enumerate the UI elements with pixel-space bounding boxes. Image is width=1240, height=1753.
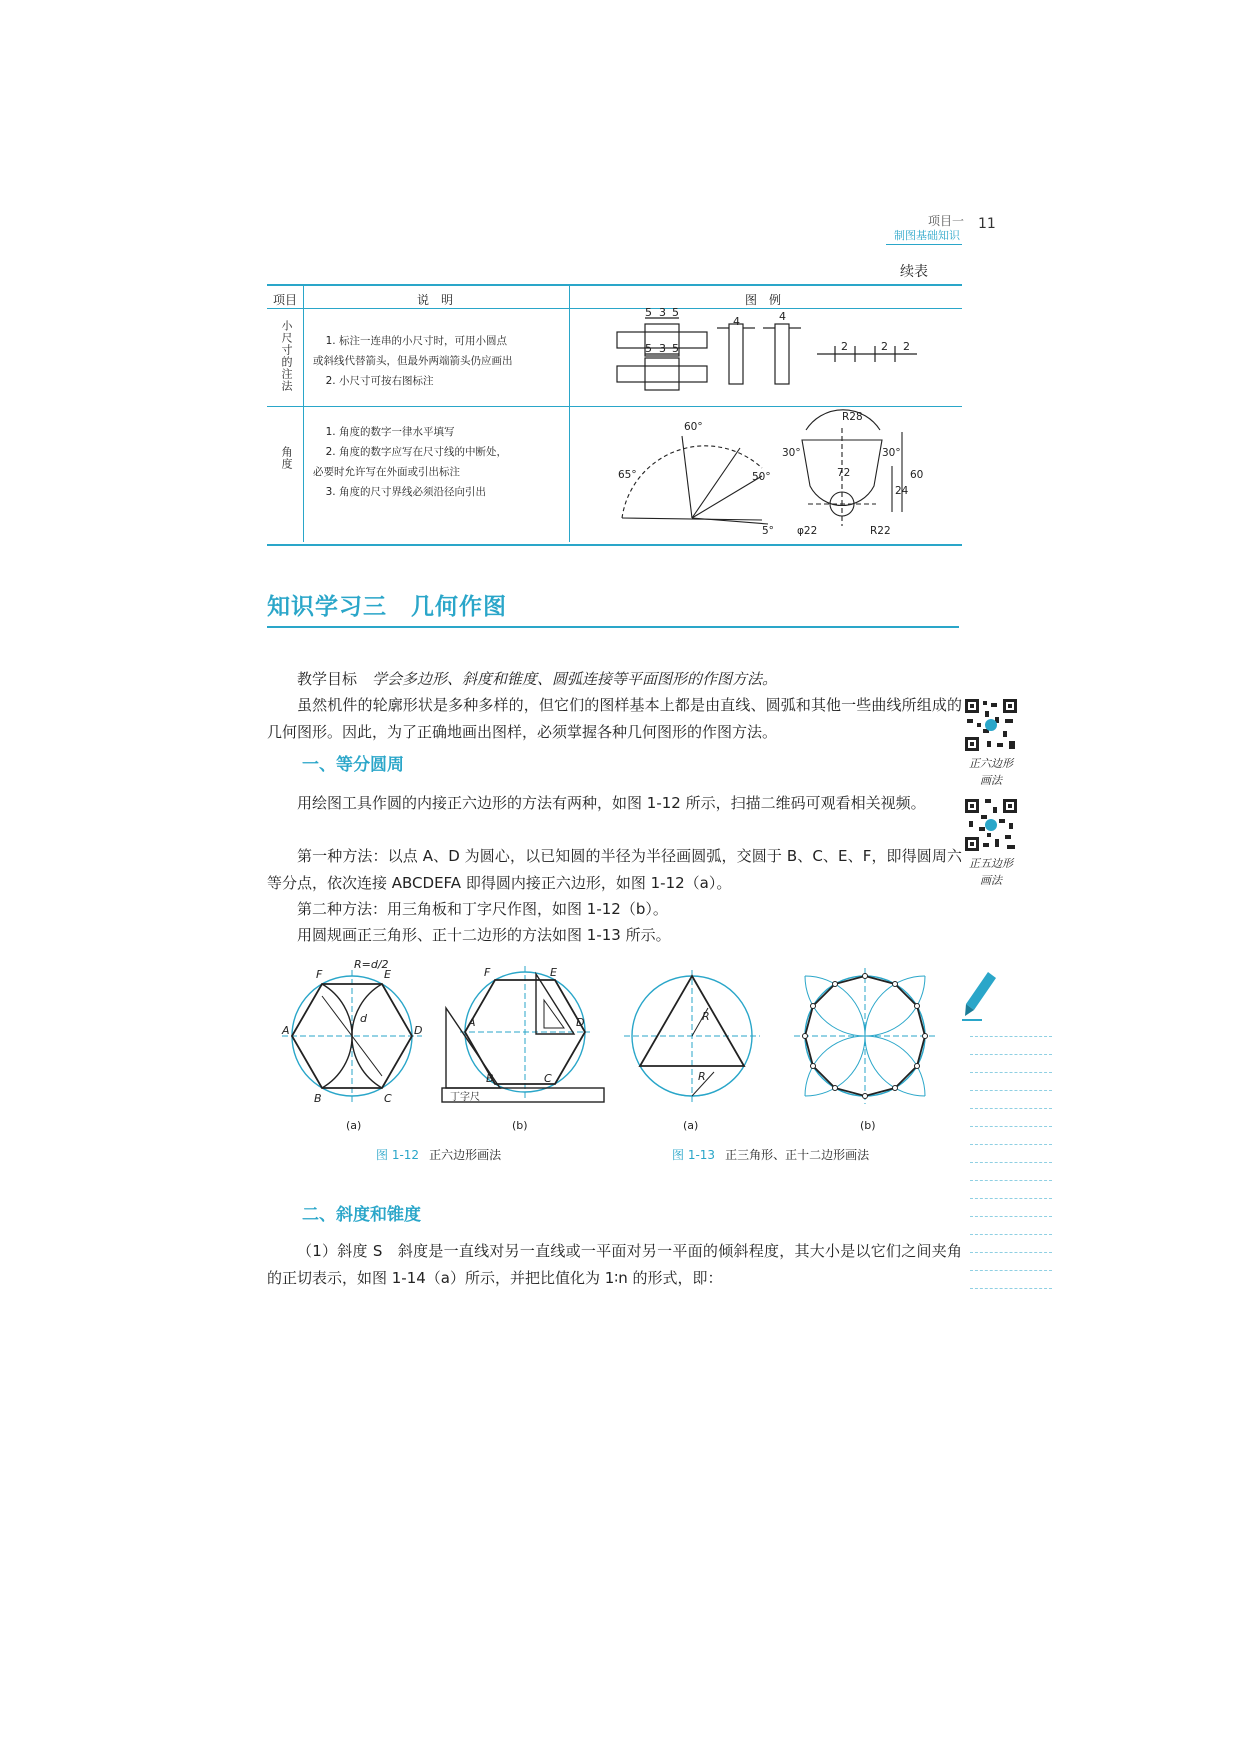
notes-line bbox=[970, 1072, 1052, 1073]
pencil-icon bbox=[962, 970, 998, 1022]
figure-label: 60 bbox=[910, 469, 924, 481]
figure-label: R22 bbox=[870, 525, 891, 537]
description-line: 2. 角度的数字应写在尺寸线的中断处， bbox=[325, 446, 507, 458]
figure-label: A bbox=[468, 1016, 476, 1029]
figure-number: 图 1-12 bbox=[376, 1148, 420, 1162]
table-col-divider bbox=[303, 286, 304, 542]
notes-line bbox=[970, 1288, 1052, 1289]
figure-label: 2 bbox=[881, 340, 888, 353]
intro-paragraph: 虽然机件的轮廓形状是多种多样的，但它们的图样基本上都是由直线、圆弧和其他一些曲线所组成的几何图形。因此，为了正确地画出图样，必须掌握各种几何图形的作图方法。 bbox=[267, 696, 962, 741]
small-dimension-figure bbox=[617, 306, 947, 404]
qr-caption-line: 画法 bbox=[980, 874, 1002, 887]
notes-line bbox=[970, 1216, 1052, 1217]
figure-label: 4 bbox=[733, 315, 740, 328]
row-item-small-dimensions: 小尺寸的注法 bbox=[280, 320, 293, 392]
figure-label: 2 bbox=[841, 340, 848, 353]
paragraph: （1）斜度 S 斜度是一直线对另一直线或一平面对另一平面的倾斜程度，其大小是以它们之间夹角的正切表示，如图 1-14（a）所示，并把比值化为 1∶n 的形式，即： bbox=[267, 1242, 962, 1287]
figure-label: 5 bbox=[672, 306, 679, 319]
figure-label: D bbox=[576, 1016, 585, 1029]
figure-label: C bbox=[384, 1092, 392, 1105]
table-row-divider bbox=[267, 406, 962, 407]
figure-label: B bbox=[486, 1072, 494, 1085]
notes-line bbox=[970, 1270, 1052, 1271]
paragraph: 第一种方法：以点 A、D 为圆心，以已知圆的半径为半径画圆弧，交圆于 B、C、E、F，即得圆周六等分点，依次连接 ABCDEFA 即得圆内接正六边形，如图 1-12（a）。 bbox=[267, 847, 962, 892]
figure-label: B bbox=[314, 1092, 322, 1105]
table-header-example: 图 例 bbox=[745, 293, 782, 307]
table-col-divider bbox=[569, 286, 570, 542]
figure-subcaption: (b) bbox=[512, 1119, 528, 1132]
notes-line bbox=[970, 1090, 1052, 1091]
figure-subcaption: (a) bbox=[346, 1119, 362, 1132]
notes-line bbox=[970, 1144, 1052, 1145]
figure-label: R bbox=[698, 1070, 706, 1083]
figure-label: E bbox=[384, 968, 391, 981]
qr-code-pentagon[interactable] bbox=[963, 797, 1019, 853]
objective-text: 学会多边形、斜度和锥度、圆弧连接等平面图形的作图方法。 bbox=[372, 670, 778, 688]
figure-label: 30° bbox=[782, 447, 801, 459]
figure-number: 图 1-13 bbox=[672, 1148, 716, 1162]
figure-label: 3 bbox=[659, 342, 666, 355]
row-description bbox=[313, 331, 563, 391]
figure-label: C bbox=[544, 1072, 552, 1085]
notes-line bbox=[970, 1054, 1052, 1055]
figure-label: 5 bbox=[645, 306, 652, 319]
teaching-objective bbox=[267, 666, 962, 693]
figure-label: 72 bbox=[837, 467, 851, 479]
figure-label: φ22 bbox=[797, 525, 818, 537]
figure-label: 60° bbox=[684, 421, 703, 433]
figure-label: 30° bbox=[882, 447, 901, 459]
qr-caption-line: 画法 bbox=[980, 774, 1002, 787]
figure-subcaption: (b) bbox=[860, 1119, 876, 1132]
subsection-title-divide-circle: 一、等分圆周 bbox=[302, 755, 404, 775]
paragraph: 用绘图工具作圆的内接正六边形的方法有两种，如图 1-12 所示，扫描二维码可观看相关视频。 bbox=[297, 794, 926, 812]
figure-label: 2 bbox=[903, 340, 910, 353]
figure-label: A bbox=[282, 1024, 290, 1037]
angle-dimension-figure bbox=[612, 408, 952, 540]
figure-1-13b-dodecagon bbox=[790, 962, 940, 1112]
page-number: 11 bbox=[978, 216, 996, 232]
row-description bbox=[313, 422, 563, 502]
paragraph: 用圆规画正三角形、正十二边形的方法如图 1-13 所示。 bbox=[297, 926, 671, 944]
description-line: 3. 角度的尺寸界线必须沿径向引出 bbox=[325, 486, 486, 498]
notes-line bbox=[970, 1108, 1052, 1109]
figure-caption-text: 正三角形、正十二边形画法 bbox=[725, 1148, 870, 1162]
subsection-title-slope-taper: 二、斜度和锥度 bbox=[302, 1205, 421, 1225]
figure-caption-1-13 bbox=[672, 1146, 869, 1163]
figure-label: D bbox=[414, 1024, 423, 1037]
figure-label: R bbox=[702, 1010, 710, 1023]
notes-line bbox=[970, 1162, 1052, 1163]
notes-line bbox=[970, 1252, 1052, 1253]
row-item-angle: 角度 bbox=[280, 446, 293, 470]
notes-line bbox=[970, 1198, 1052, 1199]
figure-label: F bbox=[316, 968, 323, 981]
figure-label: 3 bbox=[659, 306, 666, 319]
figure-label: 24 bbox=[895, 485, 909, 497]
figure-1-12a-hexagon bbox=[282, 956, 432, 1106]
notes-line bbox=[970, 1126, 1052, 1127]
figure-subcaption: (a) bbox=[683, 1119, 699, 1132]
objective-label: 教学目标 bbox=[297, 670, 358, 688]
figure-1-13a-triangle bbox=[620, 962, 770, 1112]
figure-caption-text: 正六边形画法 bbox=[429, 1148, 502, 1162]
paragraph: 第二种方法：用三角板和丁字尺作图，如图 1-12（b）。 bbox=[297, 900, 668, 918]
figure-label: 5 bbox=[672, 342, 679, 355]
continued-label: 续表 bbox=[900, 264, 928, 280]
description-line: 1. 角度的数字一律水平填写 bbox=[325, 426, 455, 438]
figure-label: 5 bbox=[645, 342, 652, 355]
figure-label: 丁字尺 bbox=[450, 1092, 480, 1103]
table-header-description: 说 明 bbox=[417, 293, 454, 307]
figure-label: 5° bbox=[762, 525, 774, 537]
figure-caption-1-12 bbox=[376, 1146, 501, 1163]
notes-line bbox=[970, 1180, 1052, 1181]
description-line: 或斜线代替箭头，但最外两端箭头仍应画出 bbox=[313, 355, 513, 367]
qr-caption bbox=[959, 855, 1023, 889]
header-rule bbox=[886, 244, 962, 245]
qr-caption-line: 正六边形 bbox=[969, 757, 1013, 770]
section-rule bbox=[267, 626, 959, 628]
figure-label: 65° bbox=[618, 469, 637, 481]
figure-label: R=d/2 bbox=[354, 958, 389, 971]
description-line: 1. 标注一连串的小尺寸时，可用小圆点 bbox=[325, 335, 507, 347]
notes-line bbox=[970, 1036, 1052, 1037]
description-line: 2. 小尺寸可按右图标注 bbox=[325, 375, 434, 387]
header-subtitle: 制图基础知识 bbox=[894, 229, 960, 242]
figure-label: d bbox=[360, 1012, 367, 1025]
figure-label: F bbox=[484, 966, 491, 979]
section-title: 知识学习三 几何作图 bbox=[267, 594, 507, 620]
figure-label: R28 bbox=[842, 411, 863, 423]
table-header-rule bbox=[267, 308, 962, 309]
qr-caption bbox=[959, 755, 1023, 789]
dimension-table bbox=[267, 284, 962, 546]
description-line: 必要时允许写在外面或引出标注 bbox=[313, 466, 460, 478]
table-header-item: 项目 bbox=[273, 293, 298, 307]
header-project: 项目一 bbox=[928, 214, 965, 228]
qr-code-hexagon[interactable] bbox=[963, 697, 1019, 753]
figure-label: 4 bbox=[779, 310, 786, 323]
notes-line bbox=[970, 1234, 1052, 1235]
figure-label: 50° bbox=[752, 471, 771, 483]
qr-caption-line: 正五边形 bbox=[969, 857, 1013, 870]
figure-1-12b-hexagon-tsquare bbox=[440, 956, 610, 1106]
figure-label: E bbox=[550, 966, 557, 979]
